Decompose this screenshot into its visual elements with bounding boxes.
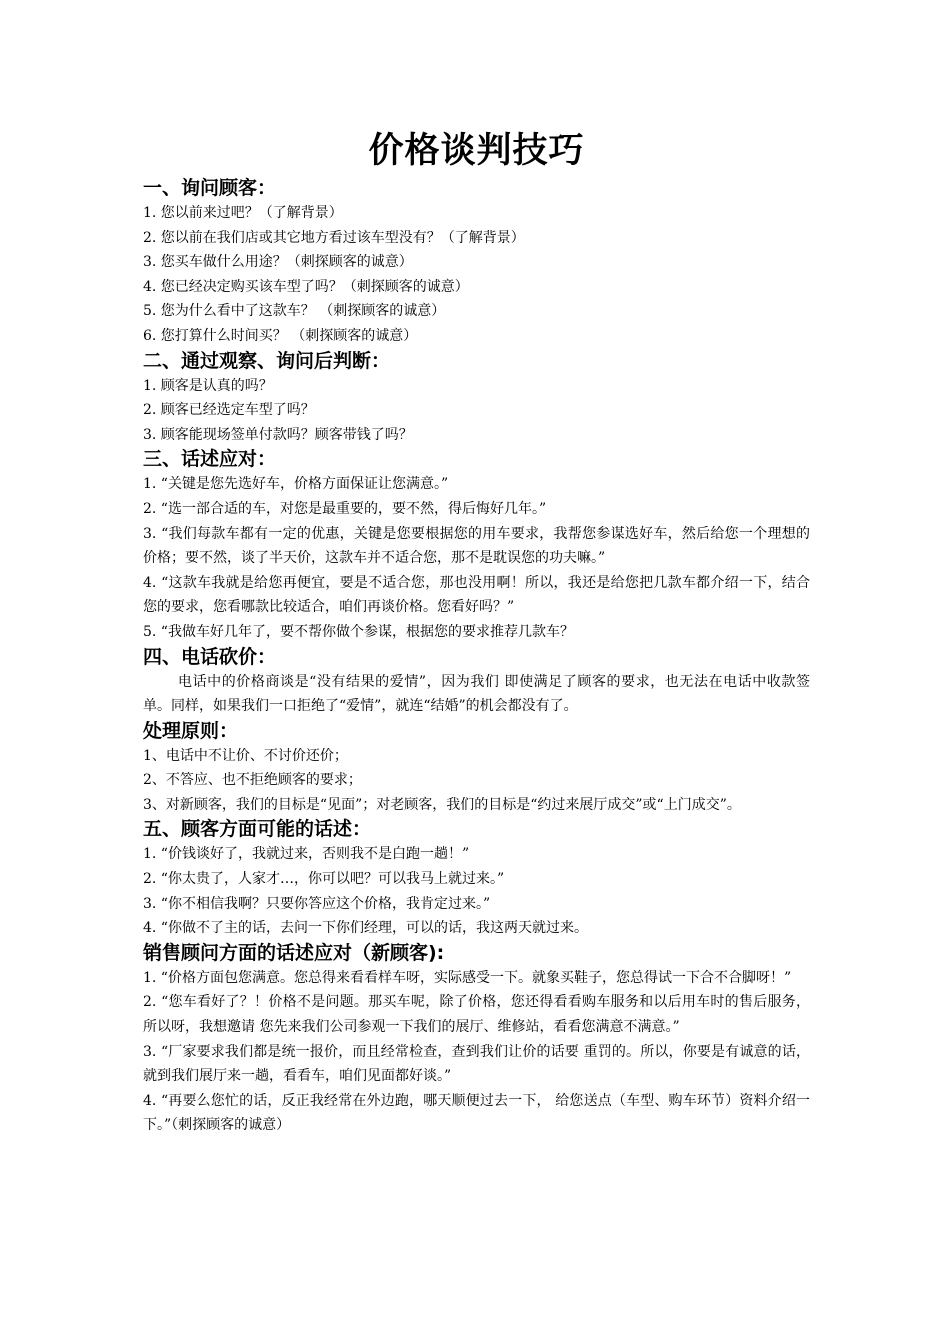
list-item: 1. “关键是您先选好车，价格方面保证让您满意。” — [143, 476, 449, 493]
list-item: 2. 您以前在我们店或其它地方看过该车型没有？（了解背景） — [143, 229, 525, 246]
list-item: 3. “我们每款车都有一定的优惠，关键是您要根据您的用车要求，我帮您参谋选好车，然后给您一个理想的价格；要不然，谈了半天价，这款车并不适合您，那不是耽误您的功夫嘛。” — [143, 525, 810, 567]
list-item: 5. “我做车好几年了，要不帮你做个参谋，根据您的要求推荐几款车？ — [143, 623, 574, 640]
document-body — [143, 128, 810, 1138]
list-item: 3. 您买车做什么用途？（刺探顾客的诚意） — [143, 254, 413, 271]
section-heading-inquire: 一、询问顾客： — [143, 177, 277, 199]
list-item: 3. “你不相信我啊？只要你答应这个价格，我肯定过来。” — [143, 895, 491, 912]
list-item: 2、不答应、也不拒绝顾客的要求； — [143, 772, 362, 789]
section-heading-phone-bargaining: 四、电话砍价： — [143, 645, 277, 668]
list-item: 4. “你做不了主的话，去问一下你们经理，可以的话，我这两天就过来。 — [143, 920, 588, 937]
list-item: 4. “这款车我就是给您再便宜，要是不适合您，那也没用啊！所以，我还是给您把几款车都介绍一下，结合您的要求，您看哪款比较适合，咱们再谈价格。您看好吗？” — [143, 574, 810, 616]
list-item: 2. “您车看好了？！价格不是问题。那买车呢，除了价格，您还得看看购车服务和以后用车时的售后服务，所以呀，我想邀请 您先来我们公司参观一下我们的展厅、维修站，看看您满意不满意。” — [143, 994, 810, 1036]
section-heading-judge: 二、通过观察、询问后判断： — [143, 349, 391, 372]
list-item: 6. 您打算什么时间买？ （刺探顾客的诚意） — [143, 327, 418, 344]
list-item: 4. “再要么您忙的话，反正我经常在外边跑，哪天顺便过去一下， 给您送点（车型、购车环节）资料介绍一下。”（刺探顾客的诚意） — [143, 1092, 810, 1134]
list-item: 1、电话中不让价、不讨价还价； — [143, 747, 348, 764]
list-item: 3. 顾客能现场签单付款吗？顾客带钱了吗？ — [143, 426, 413, 443]
section-heading-principles: 处理原则： — [143, 719, 239, 742]
list-item: 2. “你太贵了，人家才…，你可以吧？可以我马上就过来。” — [143, 871, 505, 888]
list-item: 1. 您以前来过吧？（了解背景） — [143, 205, 343, 221]
section-heading-customer-phrases: 五、顾客方面可能的话述： — [143, 818, 372, 841]
list-item: 3. “厂家要求我们都是统一报价，而且经常检查，查到我们让价的话要 重罚的。所以，你要是有诚意的话，就到我们展厅来一趟，看看车，咱们见面都好谈。” — [143, 1043, 810, 1085]
section-heading-responses: 三、话述应对： — [143, 448, 277, 471]
section-heading-consultant-responses: 销售顾问方面的话述应对（新顾客): — [143, 941, 445, 964]
list-item: 1. “价格方面包您满意。您总得来看看样车呀，实际感受一下。就象买鞋子，您总得试一下合不合脚呀！” — [143, 969, 792, 986]
list-item: 2. 顾客已经选定车型了吗？ — [143, 402, 315, 419]
list-item: 1. 顾客是认真的吗？ — [143, 377, 273, 394]
list-item: 2. “选一部合适的车，对您是最重要的，要不然，得后悔好几年。” — [143, 500, 547, 517]
list-item: 5. 您为什么看中了这款车？ （刺探顾客的诚意） — [143, 303, 446, 320]
list-item: 1. “价钱谈好了，我就过来，否则我不是白跑一趟！” — [143, 846, 470, 863]
list-item: 4. 您已经决定购买该车型了吗？（刺探顾客的诚意） — [143, 278, 469, 295]
list-item: 3、对新顾客，我们的目标是“见面”；对老顾客，我们的目标是“约过来展厅成交”或“上门成交”。 — [143, 796, 741, 813]
document-title: 价格谈判技巧 — [368, 130, 585, 171]
paragraph: 电话中的价格商谈是“没有结果的爱情”，因为我们 即使满足了顾客的要求，也无法在电话中收款签单。同样，如果我们一口拒绝了“爱情”，就连“结婚”的机会都没有了。 — [143, 673, 810, 715]
